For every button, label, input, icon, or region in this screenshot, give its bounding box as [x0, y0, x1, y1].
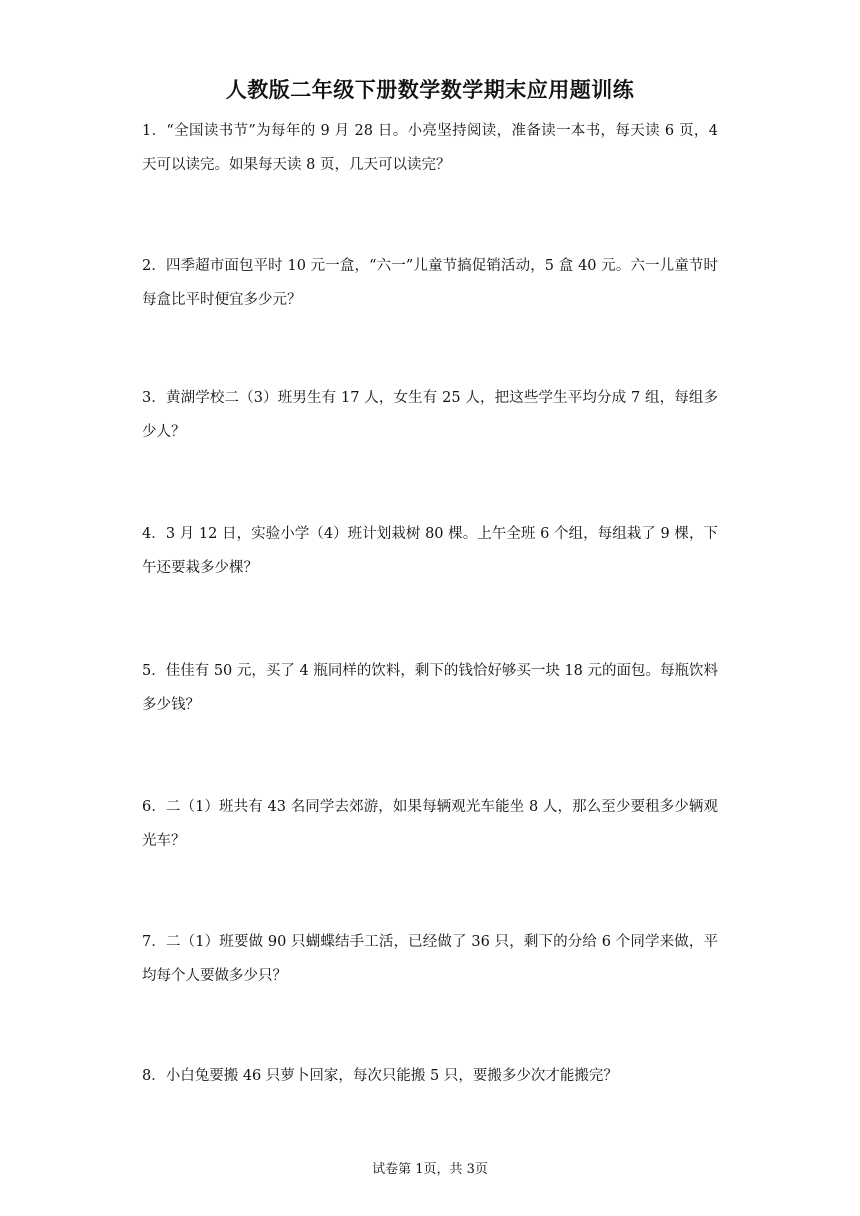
question-6: 6．二（1）班共有 43 名同学去郊游，如果每辆观光车能坐 8 人，那么至少要租多少辆观光车？	[142, 799, 718, 849]
question-3: 3．黄湖学校二（3）班男生有 17 人，女生有 25 人，把这些学生平均分成 7 组，每组多少人？	[142, 390, 718, 440]
document-title: 人教版二年级下册数学数学期末应用题训练	[225, 78, 635, 102]
question-7: 7．二（1）班要做 90 只蝴蝶结手工活，已经做了 36 只，剩下的分给 6 个同学来做，平均每个人要做多少只？	[142, 934, 718, 984]
page-footer: 试卷第 1页，共 3页	[372, 1162, 488, 1177]
question-5: 5．佳佳有 50 元，买了 4 瓶同样的饮料，剩下的钱恰好够买一块 18 元的面包。每瓶饮料多少钱？	[142, 663, 719, 713]
question-8: 8．小白兔要搬 46 只萝卜回家，每次只能搬 5 只，要搬多少次才能搬完？	[142, 1068, 618, 1084]
question-2: 2．四季超市面包平时 10 元一盒，“六一”儿童节搞促销活动，5 盒 40 元。六一儿童节时每盒比平时便宜多少元？	[142, 258, 718, 308]
question-4: 4．3 月 12 日，实验小学（4）班计划栽树 80 棵。上午全班 6 个组，每组栽了 9 棵，下午还要栽多少棵？	[142, 526, 718, 576]
question-1: 1．“全国读书节”为每年的 9 月 28 日。小亮坚持阅读，准备读一本书，每天读 6 页，4 天可以读完。如果每天读 8 页，几天可以读完？	[142, 123, 718, 173]
